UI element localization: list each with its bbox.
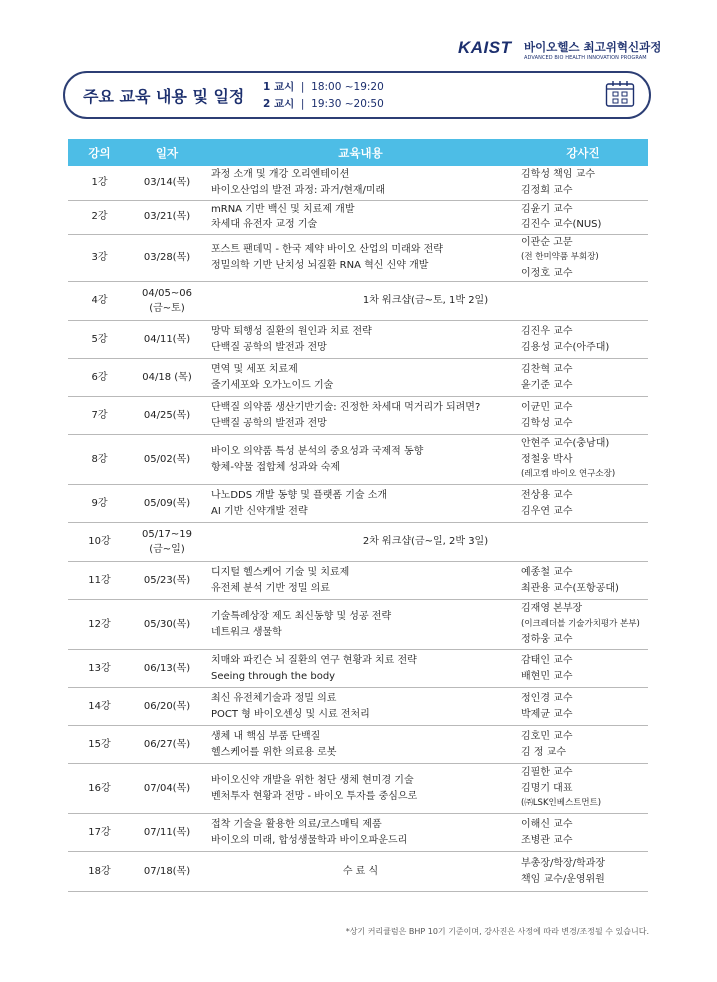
header-banner [63,71,651,119]
instructor-line: (㈜LSK인베스트먼트) [521,798,602,809]
instructor-line: (레고켐 바이오 연구소장) [521,469,616,480]
instructor-line: 김학성 책임 교수 [521,169,595,181]
instructor-line: (이크레더블 기술가치평가 본부) [521,618,640,629]
instructor-line: 이균민 교수 [521,402,573,413]
lecture-date [131,600,203,650]
content-line: 줄기세포와 오가노이드 기술 [211,379,334,391]
schedule-row-2: 2 교시 | 19:30 ~20:50 [263,98,384,110]
lecture-date [131,852,203,892]
content-line: 2차 워크샵(금~일, 2박 3일) [362,536,489,548]
period-time: 18:00 ~19:20 [311,81,384,93]
lecture-date [131,282,203,321]
table-row [68,166,648,200]
instructors [518,650,648,688]
content-line: 단백질 공학의 발전과 전망 [211,417,327,429]
lecture-content [203,321,518,359]
period-label: 1 교시 [263,81,295,93]
col-header-date: 일자 [131,139,203,166]
instructor-line: 김용성 교수(아주대) [521,341,610,353]
table-row [68,726,648,764]
lecture-date [131,321,203,359]
lecture-content [203,688,518,726]
lecture-date [131,523,203,562]
instructors [518,166,648,200]
date-line: 07/11(목) [143,826,191,838]
date-line: 06/27(목) [143,738,191,750]
lecture-date [131,200,203,234]
table-row [68,562,648,600]
lecture-number: 7강 [68,397,131,435]
instructor-line: 박제균 교수 [521,708,573,720]
lecture-date [131,726,203,764]
lecture-content [203,764,518,814]
program-name-en: ADVANCED BIO HEALTH INNOVATION PROGRAM [524,55,647,61]
lecture-number: 17강 [68,814,131,852]
content-line: 1차 워크샵(금~토, 1박 2일) [362,295,489,307]
instructors [518,600,648,650]
instructor-line: 전상용 교수 [521,490,573,501]
date-line: 03/28(목) [143,252,191,263]
col-header-lecture: 강의 [68,139,131,166]
lecture-content [203,359,518,397]
content-line: 면역 및 세포 치료제 [211,364,298,375]
content-line: 단백질 공학의 발전과 전망 [211,341,327,353]
content-line: Seeing through the body [211,670,336,682]
lecture-number: 14강 [68,688,131,726]
instructors [518,688,648,726]
table-row [68,282,648,321]
content-line: 바이오 의약품 특성 분석의 중요성과 국제적 동향 [211,446,424,457]
lecture-content [203,600,518,650]
lecture-date [131,485,203,523]
date-line: 04/25(목) [143,409,191,421]
lecture-number: 6강 [68,359,131,397]
table-row [68,852,648,892]
instructor-line: 김명기 대표 [521,782,573,794]
lecture-content [203,166,518,200]
table-row [68,650,648,688]
table-row [68,814,648,852]
lecture-content [203,726,518,764]
col-header-instructors: 강사진 [518,139,648,166]
lecture-date [131,650,203,688]
table-row [68,435,648,485]
content-line: 단백질 의약품 생산기반기술: 진정한 차세대 먹거리가 되려면? [211,402,481,413]
date-line: 05/23(목) [143,574,191,586]
instructor-line: 김진수 교수(NUS) [521,219,602,230]
instructor-line: 조병관 교수 [521,834,573,846]
date-line: 05/02(목) [143,453,191,465]
lecture-date [131,435,203,485]
content-line: 헬스케어를 위한 의료용 로봇 [211,746,337,758]
table-row [68,523,648,562]
instructor-line: 윤기준 교수 [521,379,573,391]
instructors [518,852,648,892]
instructors [518,397,648,435]
date-line: (금~토) [149,303,185,314]
content-line: 바이오의 미래, 합성생물학과 바이오파운드리 [211,834,408,846]
kaist-logo-text: KAIST [458,38,512,57]
instructor-line: 김재영 본부장 [521,603,583,615]
lecture-content [203,397,518,435]
content-line: 최신 유전체기술과 정밀 의료 [211,693,337,704]
lecture-number: 18강 [68,852,131,892]
instructor-line: 김진우 교수 [521,326,573,337]
date-line: 04/11(목) [143,333,191,345]
lecture-number: 2강 [68,200,131,234]
content-line: 벤처투자 현황과 전망 - 바이오 투자를 중심으로 [211,790,418,802]
lecture-content [203,435,518,485]
content-line: 기술특례상장 제도 최신동향 및 성공 전략 [211,611,392,622]
instructor-line: 부총장/학장/학과장 [521,858,606,869]
instructor-line: 김정회 교수 [521,184,573,196]
col-header-content: 교육내용 [203,139,518,166]
instructors [518,764,648,814]
instructor-line: (전 한미약품 부회장) [521,252,599,262]
content-line: 항체-약물 접합체 성과와 숙제 [211,461,341,473]
table-row [68,688,648,726]
instructor-line: 김학성 교수 [521,417,573,429]
lecture-number: 12강 [68,600,131,650]
date-line: (금~일) [149,544,185,555]
schedule-row-1: 1 교시 | 18:00 ~19:20 [263,81,384,93]
instructor-line: 김찬혁 교수 [521,364,573,375]
date-line: 03/21(목) [143,211,191,223]
content-line: 망막 퇴행성 질환의 원인과 치료 전략 [211,326,372,337]
date-line: 06/13(목) [143,662,191,674]
content-line: 접착 기술을 활용한 의료/코스매틱 제품 [211,819,382,830]
content-line: 포스트 팬데믹 - 한국 제약 바이오 산업의 미래와 전략 [211,244,443,256]
content-line: mRNA 기반 백신 및 치료제 개발 [211,203,355,215]
instructor-line: 김우연 교수 [521,505,573,517]
lecture-number: 10강 [68,523,131,562]
content-line: 바이오산업의 발전 과정: 과거/현재/미래 [211,184,386,196]
lecture-content [203,200,518,234]
lecture-date [131,234,203,282]
instructor-line: 김윤기 교수 [521,203,573,215]
table-row [68,397,648,435]
date-line: 05/30(목) [143,618,191,630]
instructors [518,200,648,234]
instructor-line: 정인경 교수 [521,693,573,704]
instructor-line: 정하웅 교수 [521,634,573,646]
lecture-number: 15강 [68,726,131,764]
lecture-number: 3강 [68,234,131,282]
table-row [68,359,648,397]
instructor-line: 예종철 교수 [521,567,573,578]
lecture-date [131,764,203,814]
date-line: 03/14(목) [143,177,191,188]
lecture-content [203,650,518,688]
table-row [68,600,648,650]
lecture-content [203,814,518,852]
instructor-line: 최관용 교수(포항공대) [521,582,619,594]
lecture-number: 8강 [68,435,131,485]
instructor-line: 정철웅 박사 [521,453,573,465]
instructors [518,359,648,397]
instructor-line: 이해신 교수 [521,819,573,830]
instructor-line: 김필한 교수 [521,767,573,779]
content-line: 차세대 유전자 교정 기술 [211,219,318,230]
content-line: 나노DDS 개발 동향 및 플랫폼 기술 소개 [211,490,388,501]
lecture-content [203,282,648,321]
date-line: 04/05~06 [142,287,192,299]
content-line: 생체 내 핵심 부품 단백질 [211,731,321,742]
table-row [68,234,648,282]
lecture-date [131,359,203,397]
lecture-date [131,562,203,600]
lecture-date [131,397,203,435]
program-name-ko: 바이오헬스 최고위혁신과정 [524,40,662,54]
lecture-content [203,562,518,600]
lecture-number: 13강 [68,650,131,688]
lecture-date [131,814,203,852]
lecture-number: 5강 [68,321,131,359]
lecture-content [203,234,518,282]
lecture-number: 16강 [68,764,131,814]
class-schedule [263,79,384,113]
lecture-content [203,485,518,523]
content-line: 정밀의학 기반 난치성 뇌질환 RNA 혁신 신약 개발 [211,259,429,271]
instructors [518,321,648,359]
instructor-line: 김호민 교수 [521,731,573,742]
instructor-line: 이관순 고문 [521,236,573,248]
content-line: 바이오신약 개발을 위한 첨단 생체 현미경 기술 [211,775,414,786]
content-line: 과정 소개 및 개강 오리엔테이션 [211,169,350,181]
lecture-number: 11강 [68,562,131,600]
instructor-line: 배현민 교수 [521,670,573,682]
content-line: 치매와 파킨슨 뇌 질환의 연구 현황과 치료 전략 [211,655,417,666]
lecture-number: 1강 [68,166,131,200]
table-row [68,485,648,523]
instructors [518,485,648,523]
period-label: 2 교시 [263,98,295,110]
content-line: AI 기반 신약개발 전략 [211,505,308,517]
date-line: 05/17~19 [142,528,192,540]
instructors [518,562,648,600]
instructors [518,435,648,485]
content-line: 유전체 분석 기반 정밀 의료 [211,582,330,594]
instructor-line: 안현주 교수(충남대) [521,438,610,450]
lecture-date [131,166,203,200]
instructor-line: 감태인 교수 [521,655,573,666]
table-row [68,764,648,814]
table-header-row [68,139,648,166]
footnote: *상기 커리큘럼은 BHP 10기 기준이며, 강사진은 사정에 따라 변경/조정될 수 있습니다. [345,927,649,936]
date-line: 07/18(목) [143,865,191,877]
period-time: 19:30 ~20:50 [311,98,384,110]
page-title: 주요 교육 내용 및 일정 [83,87,245,106]
content-line: 네트워크 생물학 [211,626,282,638]
lecture-content [203,852,518,892]
lecture-number: 9강 [68,485,131,523]
table-row [68,321,648,359]
content-line: 디지털 헬스케어 기술 및 치료제 [211,567,350,578]
content-line: 수 료 식 [342,865,379,877]
instructors [518,234,648,282]
date-line: 07/04(목) [143,782,191,794]
date-line: 04/18 (목) [142,371,192,383]
lecture-number: 4강 [68,282,131,321]
calendar-icon [605,80,635,108]
date-line: 06/20(목) [143,700,191,712]
curriculum-table [68,139,648,892]
content-line: POCT 형 바이오센싱 및 시료 전처리 [211,708,370,720]
instructors [518,814,648,852]
date-line: 05/09(목) [143,497,191,509]
instructor-line: 김 정 교수 [521,746,566,758]
instructor-line: 이정호 교수 [521,267,573,279]
instructors [518,726,648,764]
lecture-date [131,688,203,726]
instructor-line: 책임 교수/운영위원 [521,873,605,885]
table-row [68,200,648,234]
lecture-content [203,523,648,562]
